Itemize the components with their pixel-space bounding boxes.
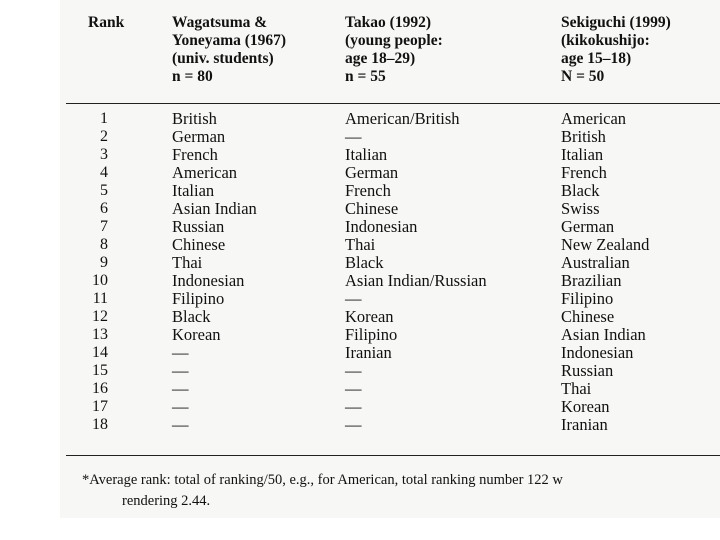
sekiguchi-cell: Black (561, 181, 600, 200)
rank-number: 3 (100, 146, 108, 163)
wagatsuma-cell: Russian (172, 217, 225, 236)
header-line: n = 80 (172, 68, 213, 85)
sekiguchi-cell: Korean (561, 397, 610, 416)
rank-number: 6 (100, 200, 108, 217)
rank-header: Rank (88, 14, 125, 31)
takao-cell: — (345, 289, 362, 308)
rank-number: 11 (92, 290, 108, 307)
wagatsuma-cell: French (172, 145, 218, 164)
wagatsuma-cell: — (172, 397, 189, 416)
wagatsuma-cell: — (172, 361, 189, 380)
takao-cell: Asian Indian/Russian (345, 271, 487, 290)
takao-cell: Iranian (345, 343, 392, 362)
wagatsuma-cell: Korean (172, 325, 221, 344)
rank-number: 18 (92, 416, 108, 433)
wagatsuma-cell: Chinese (172, 235, 226, 254)
sekiguchi-cell: Brazilian (561, 271, 622, 290)
takao-cell: — (345, 397, 362, 416)
rank-number: 7 (100, 218, 108, 235)
sekiguchi-cell: German (561, 217, 615, 236)
sekiguchi-cell: Asian Indian (561, 325, 646, 344)
sekiguchi-cell: Chinese (561, 307, 615, 326)
wagatsuma-cell: Filipino (172, 289, 225, 308)
takao-cell: — (345, 127, 362, 146)
rank-number: 14 (92, 344, 108, 361)
wagatsuma-cell: — (172, 343, 189, 362)
header-line: (univ. students) (172, 50, 274, 67)
takao-cell: Indonesian (345, 217, 418, 236)
takao-cell: French (345, 181, 391, 200)
sekiguchi-cell: New Zealand (561, 235, 650, 254)
sekiguchi-cell: British (561, 127, 606, 146)
takao-cell: Thai (345, 235, 376, 254)
rank-number: 5 (100, 182, 108, 199)
wagatsuma-cell: — (172, 415, 189, 434)
sekiguchi-cell: French (561, 163, 607, 182)
takao-column (345, 110, 487, 434)
rank-number: 13 (92, 326, 108, 343)
footnote-line-2: rendering 2.44. (122, 493, 211, 509)
header-line: Wagatsuma & (172, 14, 268, 31)
takao-cell: — (345, 415, 362, 434)
takao-cell: Black (345, 253, 384, 272)
takao-cell: Chinese (345, 199, 399, 218)
sekiguchi-cell: Indonesian (561, 343, 634, 362)
takao-cell: — (345, 379, 362, 398)
header-line: age 18–29) (345, 50, 416, 67)
sekiguchi-cell: Thai (561, 379, 592, 398)
wagatsuma-cell: Thai (172, 253, 203, 272)
rank-number: 4 (100, 164, 108, 181)
footnote-line-1: *Average rank: total of ranking/50, e.g., for American, total ranking number 122 w (82, 472, 563, 488)
header-line: (kikokushijo: (561, 32, 650, 49)
header-line: age 15–18) (561, 50, 632, 67)
rank-number: 1 (100, 110, 108, 127)
header-line: n = 55 (345, 68, 386, 85)
footnote (82, 470, 563, 512)
footer-rule (66, 455, 720, 456)
sekiguchi-cell: Iranian (561, 415, 608, 434)
header-line: N = 50 (561, 68, 605, 85)
wagatsuma-header (172, 14, 286, 86)
rank-number: 16 (92, 380, 108, 397)
sekiguchi-cell: American (561, 109, 627, 128)
header-line: Yoneyama (1967) (172, 32, 287, 49)
header-line: Sekiguchi (1999) (561, 14, 671, 31)
header-line: Takao (1992) (345, 14, 431, 31)
wagatsuma-cell: American (172, 163, 238, 182)
sekiguchi-cell: Swiss (561, 199, 600, 218)
takao-cell: Korean (345, 307, 394, 326)
sekiguchi-cell: Filipino (561, 289, 614, 308)
wagatsuma-cell: German (172, 127, 226, 146)
wagatsuma-cell: British (172, 109, 217, 128)
sekiguchi-cell: Italian (561, 145, 604, 164)
wagatsuma-cell: — (172, 379, 189, 398)
rank-number: 9 (100, 254, 108, 271)
wagatsuma-column (172, 110, 257, 434)
wagatsuma-cell: Asian Indian (172, 199, 257, 218)
sekiguchi-cell: Australian (561, 253, 630, 272)
sekiguchi-cell: Russian (561, 361, 614, 380)
takao-cell: German (345, 163, 399, 182)
header-line: (young people: (345, 32, 443, 49)
takao-header (345, 14, 443, 86)
sekiguchi-header (561, 14, 671, 86)
wagatsuma-cell: Italian (172, 181, 215, 200)
takao-cell: American/British (345, 109, 460, 128)
rank-number: 12 (92, 308, 108, 325)
takao-cell: Filipino (345, 325, 398, 344)
takao-cell: Italian (345, 145, 388, 164)
header-rule (66, 103, 720, 104)
wagatsuma-cell: Black (172, 307, 211, 326)
rank-number: 2 (100, 128, 108, 145)
rank-column (66, 110, 108, 434)
sekiguchi-column (561, 110, 649, 434)
rank-number: 8 (100, 236, 108, 253)
rank-number: 15 (92, 362, 108, 379)
rank-number: 17 (92, 398, 108, 415)
rank-number: 10 (92, 272, 108, 289)
wagatsuma-cell: Indonesian (172, 271, 245, 290)
takao-cell: — (345, 361, 362, 380)
